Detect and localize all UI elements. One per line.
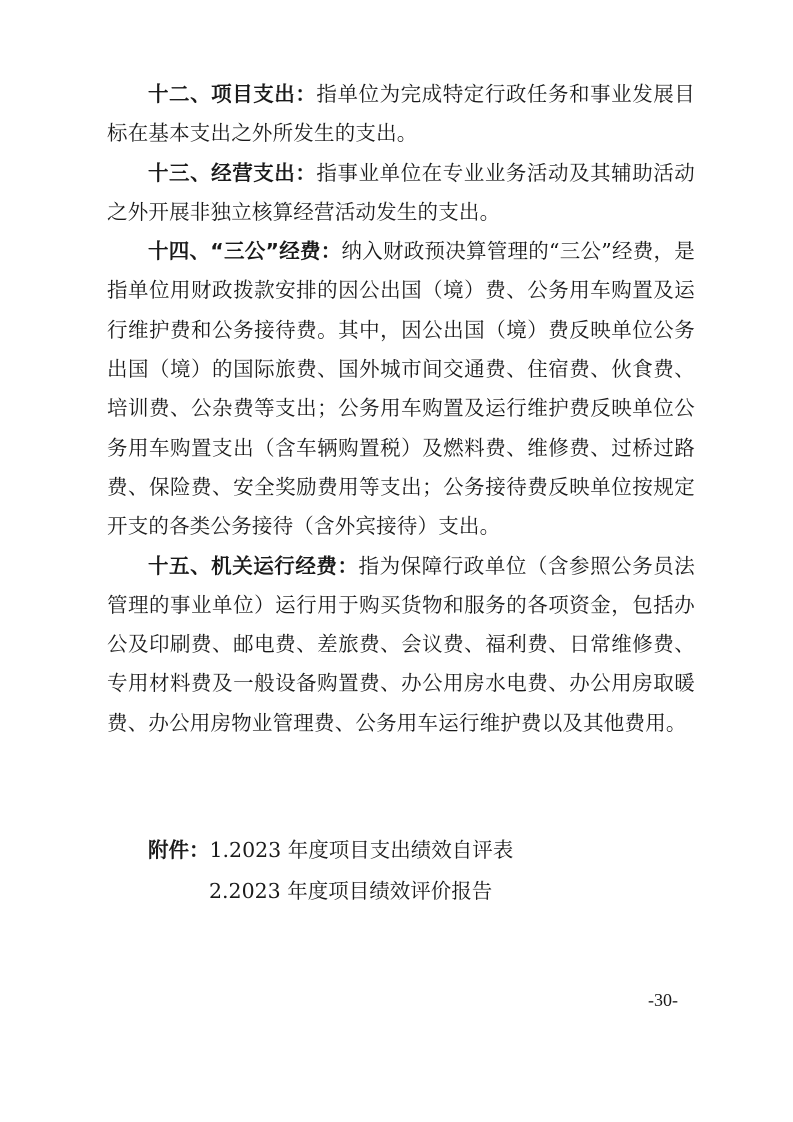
document-body	[107, 75, 695, 743]
paragraph-agency-operating-funds	[107, 547, 695, 743]
definition-agency-operating-funds: 指为保障行政单位（含参照公务员法管理的事业单位）运行用于购买货物和服务的各项资金，包括办公及印刷费、邮电费、差旅费、会议费、福利费、日常维修费、专用材料费及一般设备购置费、办公用房水电费、办公用房取暖费、办公用房物业管理费、公务用车运行维护费以及其他费用。	[107, 553, 696, 735]
definition-project-expenditure: 指单位为完成特定行政任务和事业发展目标在基本支出之外所发生的支出。	[107, 82, 695, 146]
attachments-section	[148, 830, 513, 912]
definition-operating-expenditure: 指事业单位在专业业务活动及其辅助活动之外开展非独立核算经营活动发生的支出。	[107, 160, 695, 224]
paragraph-project-expenditure	[107, 75, 695, 154]
attachment-row	[148, 830, 513, 871]
attachments-label: 附件：	[148, 838, 210, 862]
page-number: -30-	[648, 990, 678, 1010]
term-project-expenditure: 十二、项目支出：	[148, 82, 317, 106]
term-agency-operating-funds: 十五、机关运行经费：	[148, 553, 359, 578]
term-three-public-expenses: 十四、“三公”经费：	[148, 239, 342, 264]
attachment-item-1: 1.2023 年度项目支出绩效自评表	[209, 838, 514, 862]
paragraph-three-public-expenses	[107, 232, 695, 546]
definition-three-public-expenses: 纳入财政预决算管理的“三公”经费，是指单位用财政拨款安排的因公出国（境）费、公务用车购置及运行维护费和公务接待费。其中，因公出国（境）费反映单位公务出国（境）的国际旅费、国外城市间交通费、住宿费、伙食费、培训费、公杂费等支出；公务用车购置及运行维护费反映单位公务用车购置支出（含车辆购置税）及燃料费、维修费、过桥过路费、保险费、安全奖励费用等支出；公务接待费反映单位按规定开支的各类公务接待（含外宾接待）支出。	[107, 239, 695, 539]
paragraph-operating-expenditure	[107, 154, 695, 233]
attachment-row	[148, 871, 513, 912]
attachment-item-2: 2.2023 年度项目绩效评价报告	[209, 879, 493, 903]
term-operating-expenditure: 十三、经营支出：	[148, 160, 317, 185]
